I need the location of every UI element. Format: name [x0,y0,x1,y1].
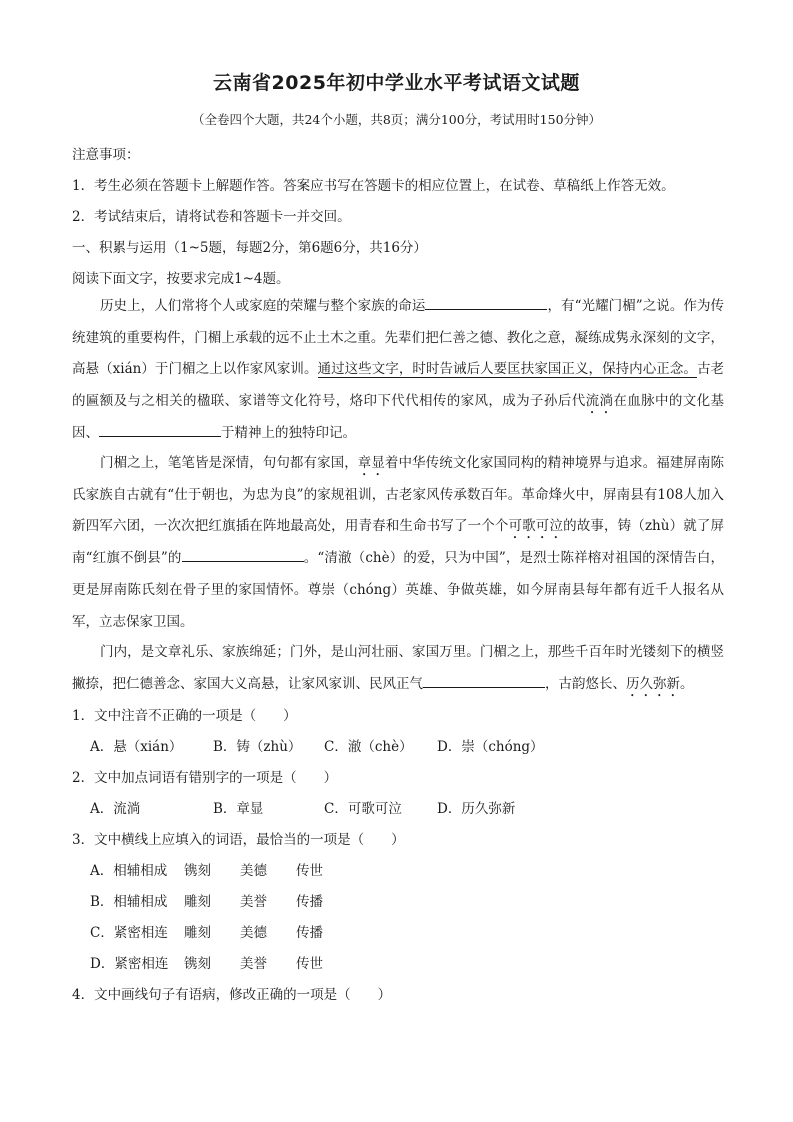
question-2-option-a[interactable]: A．流淌 [90,801,141,817]
underlined-sentence: 通过这些文字，时时告诫后人要匡扶家国正义，保持内心正念。 [317,361,697,378]
dotted-word-liutang: 流淌 [585,393,614,410]
fill-blank-2 [99,422,221,437]
question-2-stem: 2．文中加点词语有错别字的一项是（ ） [72,770,338,786]
question-2-option-c[interactable]: C．可歌可泣 [324,801,402,817]
question-1-stem: 1．文中注音不正确的一项是（ ） [72,708,297,724]
question-2-option-d[interactable]: D．历久弥新 [437,801,516,817]
section-1-heading: 一、积累与运用（1~5题，每题2分，第6题6分，共16分） [72,240,427,256]
question-1-option-d[interactable]: D．崇（chóng） [437,739,544,755]
section-1-instruction: 阅读下面文字，按要求完成1~4题。 [72,271,290,287]
dotted-word-kegekeqi: 可歌可泣 [508,518,564,535]
question-3-stem: 3．文中横线上应填入的词语，最恰当的一项是（ ） [72,832,405,848]
dotted-word-lijiumixin: 历久弥新 [626,675,680,692]
fill-blank-3 [182,547,304,562]
question-1-option-c[interactable]: C．澈（chè） [324,739,413,755]
question-2-option-b[interactable]: B．章显 [213,801,264,817]
notice-item-1: 1．考生必须在答题卡上解题作答。答案应书写在答题卡的相应位置上，在试卷、草稿纸上作答无效。 [72,178,675,194]
question-1-option-a[interactable]: A．悬（xián） [90,739,183,755]
notice-item-2: 2．考试结束后，请将试卷和答题卡一并交回。 [72,209,351,225]
passage-paragraph-2: 门楣之上，笔笔皆是深情，句句都有家国，章显着中华传统文化家国同构的精神境界与追求。福建屏南陈氏家族自古就有“仕于朝也，为忠为良”的家规祖训，古老家风传承数百年。革命烽火中，屏南县有108人加入新四军六团，一次次把红旗插在阵地最高处，用青春和生命书写了一个个可歌可泣的故事，铸（zhù）就了屏南“红旗不倒县”的 。“清澈（chè）的爱，只为中国”，是烈士陈祥榕对祖国的深情告白，更是屏南陈氏刻在骨子里的家国情怀。尊崇（chóng）英雄、争做英雄，如今屏南县每年都有近千人报名从军，立志保家卫国。 [72,455,725,630]
fill-blank-1 [425,295,547,310]
question-4-stem: 4．文中画线句子有语病，修改正确的一项是（ ） [72,987,392,1003]
question-1-option-b[interactable]: B．铸（zhù） [213,739,302,755]
passage-paragraph-3: 门内，是文章礼乐、家族绵延；门外，是山河壮丽、家国万里。门楣之上，那些千百年时光镂刻下的横竖撇捺，把仁德善念、家国大义高悬，让家风家训、民风正气 ，古韵悠长、历久弥新。 [72,644,724,692]
exam-subtitle: （全卷四个大题，共24个小题，共8页；满分100分，考试用时150分钟） [191,112,602,127]
dotted-word-zhangxian: 章显 [357,455,385,471]
fill-blank-4 [423,673,545,688]
passage-paragraph-1: 历史上，人们常将个人或家庭的荣耀与整个家族的命运 ，有“光耀门楣”之说。作为传统建筑的重要构件，门楣上承载的远不止土木之重。先辈们把仁善之德、教化之意，凝练成隽永深刻的文字，高悬（xián）于门楣之上以作家风家训。通过这些文字，时时告诫后人要匡扶家国正义，保持内心正念。古老的匾额及与之相关的楹联、家谱等文化符号，烙印下代代相传的家风，成为子孙后代流淌在血脉中的文化基因、 于精神上的独特印记。 [72,291,724,450]
notice-heading: 注意事项： [72,147,140,163]
exam-title: 云南省2025年初中学业水平考试语文试题 [213,72,580,94]
